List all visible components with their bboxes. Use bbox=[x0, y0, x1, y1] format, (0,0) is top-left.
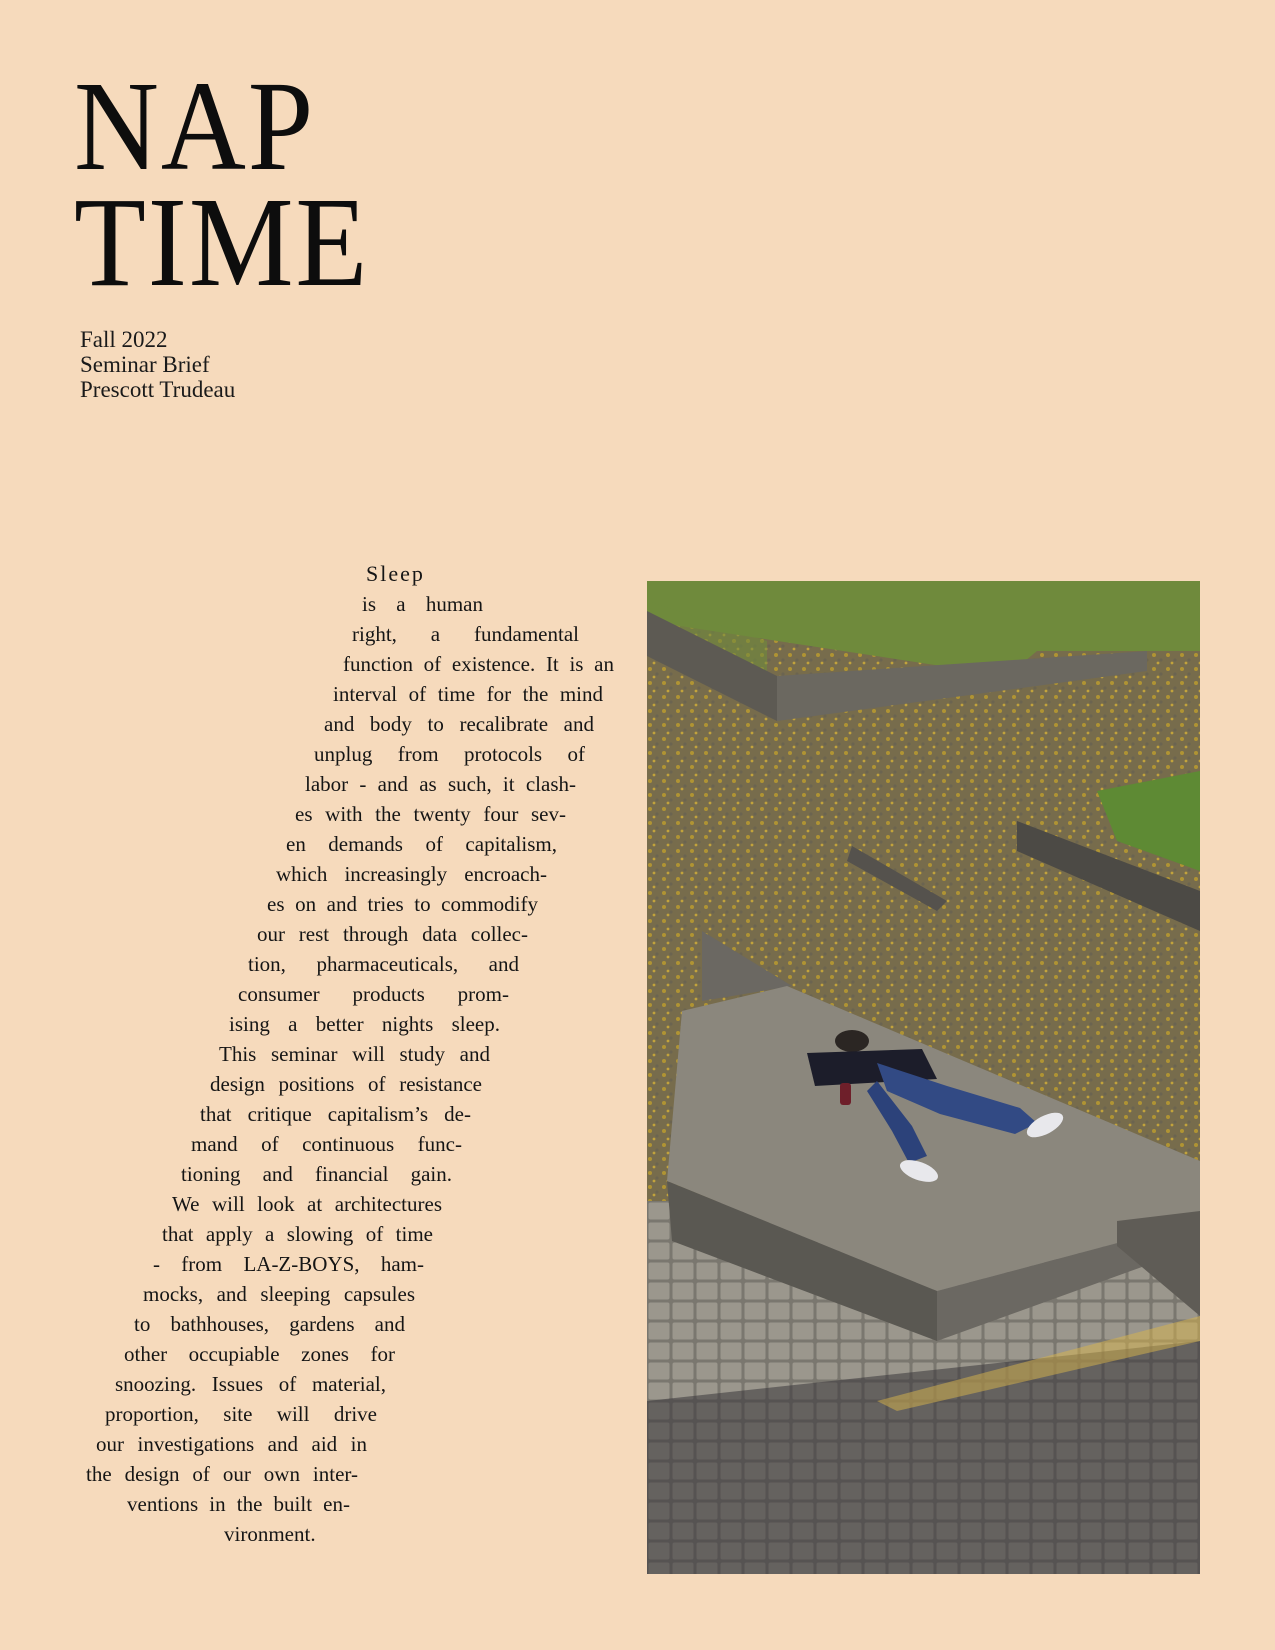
body-line: snoozing. Issues of material, bbox=[115, 1372, 386, 1396]
body-line: and body to recalibrate and bbox=[324, 712, 594, 736]
body-line: unplug from protocols of bbox=[314, 742, 585, 766]
body-line: our investigations and aid in bbox=[96, 1432, 367, 1456]
body-line: the design of our own inter- bbox=[86, 1462, 358, 1486]
body-line: consumer products prom- bbox=[238, 982, 509, 1006]
body-line: vironment. bbox=[224, 1522, 316, 1546]
body-line: which increasingly encroach- bbox=[276, 862, 547, 886]
body-line: mocks, and sleeping capsules bbox=[143, 1282, 415, 1306]
body-line: ventions in the built en- bbox=[127, 1492, 350, 1516]
body-line: proportion, site will drive bbox=[105, 1402, 377, 1426]
page-title bbox=[74, 55, 370, 313]
body-line: right, a fundamental bbox=[352, 622, 579, 646]
body-line: interval of time for the mind bbox=[333, 682, 603, 706]
body-line: function of existence. It is an bbox=[343, 652, 614, 676]
body-line: design positions of resistance bbox=[210, 1072, 482, 1096]
body-line: mand of continuous func- bbox=[191, 1132, 462, 1156]
body-line: es with the twenty four sev- bbox=[295, 802, 566, 826]
photo-person-napping-on-concrete-bench bbox=[647, 581, 1200, 1574]
body-line: is a human bbox=[362, 592, 483, 616]
body-line: en demands of capitalism, bbox=[286, 832, 557, 856]
instructor-name: Prescott Trudeau bbox=[80, 377, 236, 402]
body-line: that critique capitalism’s de- bbox=[200, 1102, 471, 1126]
body-line: tion, pharmaceuticals, and bbox=[248, 952, 519, 976]
body-line: This seminar will study and bbox=[219, 1042, 490, 1066]
body-line: We will look at architectures bbox=[172, 1192, 442, 1216]
body-line: tioning and financial gain. bbox=[181, 1162, 452, 1186]
term-label: Fall 2022 bbox=[80, 327, 168, 352]
brief-type-label: Seminar Brief bbox=[80, 352, 210, 377]
title-line-2: TIME bbox=[74, 171, 370, 313]
body-line: other occupiable zones for bbox=[124, 1342, 395, 1366]
body-line: our rest through data collec- bbox=[257, 922, 528, 946]
body-line: that apply a slowing of time bbox=[162, 1222, 433, 1246]
body-line: ising a better nights sleep. bbox=[229, 1012, 500, 1036]
title-line-1: NAP bbox=[74, 55, 316, 197]
body-line: es on and tries to commodify bbox=[267, 892, 538, 916]
body-line: to bathhouses, gardens and bbox=[134, 1312, 405, 1336]
body-line: labor - and as such, it clash- bbox=[305, 772, 576, 796]
body-line: - from LA-Z-BOYS, ham- bbox=[153, 1252, 424, 1276]
body-line: Sleep bbox=[366, 561, 425, 586]
seminar-meta bbox=[80, 327, 235, 402]
